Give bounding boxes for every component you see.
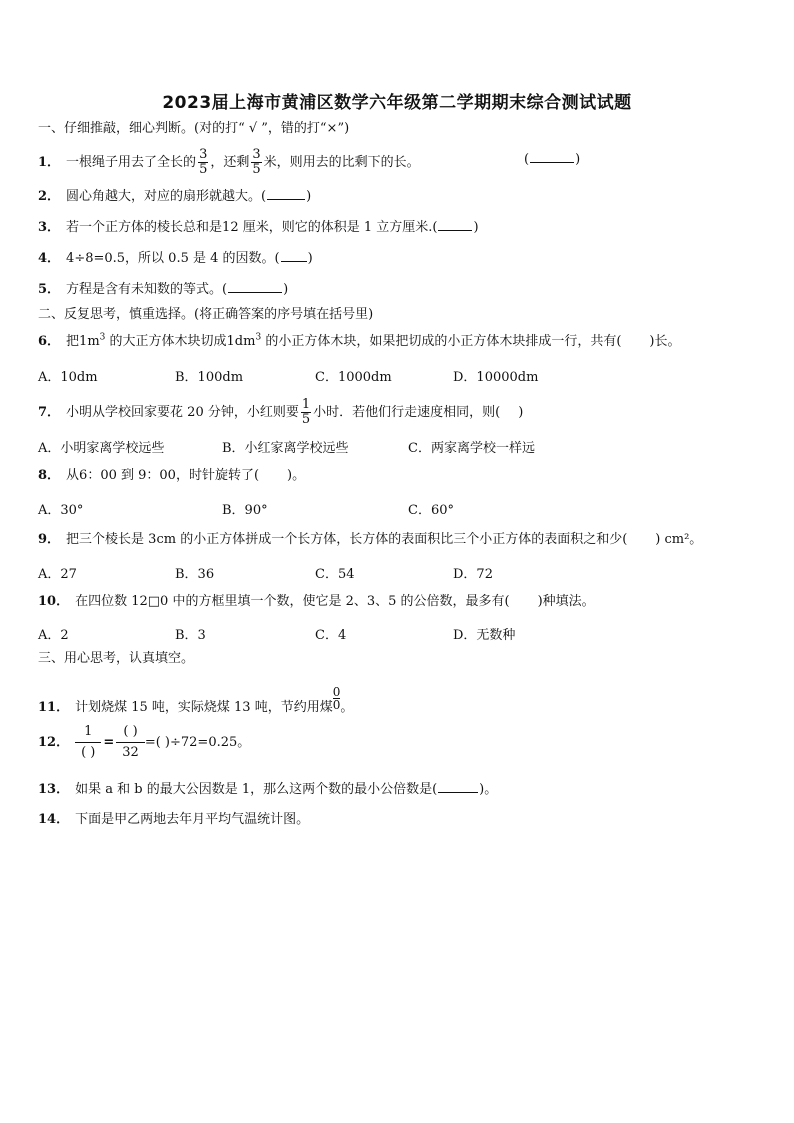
question-1: 1． 一根绳子用去了全长的 $\frac{3}{5}$ ，还剩 $\frac{3}{5}$ 米，则用去的比剩下的长。 xyxy=(38,147,420,177)
q6-option-b[interactable]: B．100dm xyxy=(175,370,244,385)
question-14: 14． 下面是甲乙两地去年月平均气温统计图。 xyxy=(38,812,310,827)
q8-option-a[interactable]: A．30° xyxy=(38,503,84,518)
q6-option-a[interactable]: A．10dm xyxy=(38,370,98,385)
answer-blank-2[interactable] xyxy=(267,187,305,200)
section1-heading: 一、仔细推敲，细心判断。(对的打“ √ ”，错的打“×”) xyxy=(38,121,350,136)
fraction-1-over-blank[interactable]: $\frac{1}{( )}$ xyxy=(75,722,101,763)
fraction-blank[interactable]: $\frac{0}{0}$ xyxy=(332,685,341,712)
q9-option-a[interactable]: A．27 xyxy=(38,567,77,582)
q10-option-a[interactable]: A．2 xyxy=(38,628,69,643)
question-9: 9． 把三个棱长是 3cm 的小正方体拼成一个长方体，长方体的表面积比三个小正方体的表面积之和少( ) cm²。 xyxy=(38,532,703,547)
question-12: 12． $\frac{1}{( )}$ = $\frac{( )}{32}$ =( )÷72=0.25。 xyxy=(38,722,250,763)
answer-blank-5[interactable] xyxy=(228,280,282,293)
q10-option-c[interactable]: C．4 xyxy=(315,628,347,643)
q9-option-b[interactable]: B．36 xyxy=(175,567,215,582)
section3-heading: 三、用心思考，认真填空。 xyxy=(38,651,195,666)
section2-heading: 二、反复思考，慎重选择。(将正确答案的序号填在括号里) xyxy=(38,307,374,322)
q10-option-d[interactable]: D．无数种 xyxy=(453,628,516,643)
fraction-1-5: $\frac{1}{5}$ xyxy=(301,397,311,427)
q10-option-b[interactable]: B．3 xyxy=(175,628,206,643)
q9-option-d[interactable]: D．72 xyxy=(453,567,493,582)
question-7: 7． 小明从学校回家要花 20 分钟，小红则要 $\frac{1}{5}$ 小时．若他们行走速度相同，则( ) xyxy=(38,397,524,427)
question-11: 11． 计划烧煤 15 吨，实际烧煤 13 吨，节约用煤 $\frac{0}{0}$ 。 xyxy=(38,685,354,715)
answer-blank-1[interactable]: ( ) xyxy=(524,152,581,167)
q7-option-a[interactable]: A．小明家离学校远些 xyxy=(38,441,165,456)
q9-option-c[interactable]: C．54 xyxy=(315,567,355,582)
question-4: 4． 4÷8=0.5，所以 0.5 是 4 的因数。( ) xyxy=(38,251,313,266)
fraction-3-5-meters: $\frac{3}{5}$ xyxy=(252,147,261,177)
q6-option-d[interactable]: D．10000dm xyxy=(453,370,539,385)
q6-option-c[interactable]: C．1000dm xyxy=(315,370,392,385)
q7-option-b[interactable]: B．小红家离学校远些 xyxy=(222,441,349,456)
question-6: 6． 把$1m^3$ 的大正方体木块切成$1dm^3$ 的小正方体木块，如果把切成的小正方体木块排成一行，共有( )长。 xyxy=(38,332,681,349)
answer-blank-4[interactable] xyxy=(281,249,307,262)
page-title: 2023届上海市黄浦区数学六年级第二学期期末综合测试试题 xyxy=(162,93,632,113)
answer-blank-3[interactable] xyxy=(438,218,472,231)
question-10: 10． 在四位数 12□0 中的方框里填一个数，使它是 2、3、5 的公倍数，最多有( )种填法。 xyxy=(38,594,595,609)
q8-option-b[interactable]: B．90° xyxy=(222,503,268,518)
question-8: 8． 从6：00 到 9：00，时针旋转了( )。 xyxy=(38,468,306,483)
q8-option-c[interactable]: C．60° xyxy=(408,503,454,518)
q7-option-c[interactable]: C．两家离学校一样远 xyxy=(408,441,535,456)
answer-blank-13[interactable] xyxy=(438,780,478,793)
question-5: 5． 方程是含有未知数的等式。( ) xyxy=(38,282,289,297)
fraction-3-5: $\frac{3}{5}$ xyxy=(199,147,208,177)
question-13: 13． 如果 a 和 b 的最大公因数是 1，那么这两个数的最小公倍数是( )。 xyxy=(38,782,498,797)
question-2: 2． 圆心角越大，对应的扇形就越大。( ) xyxy=(38,189,312,204)
fraction-blank-over-32[interactable]: $\frac{( )}{32}$ xyxy=(116,722,145,763)
question-3: 3． 若一个正方体的棱长总和是12 厘米，则它的体积是 1 立方厘米.( ) xyxy=(38,220,479,235)
